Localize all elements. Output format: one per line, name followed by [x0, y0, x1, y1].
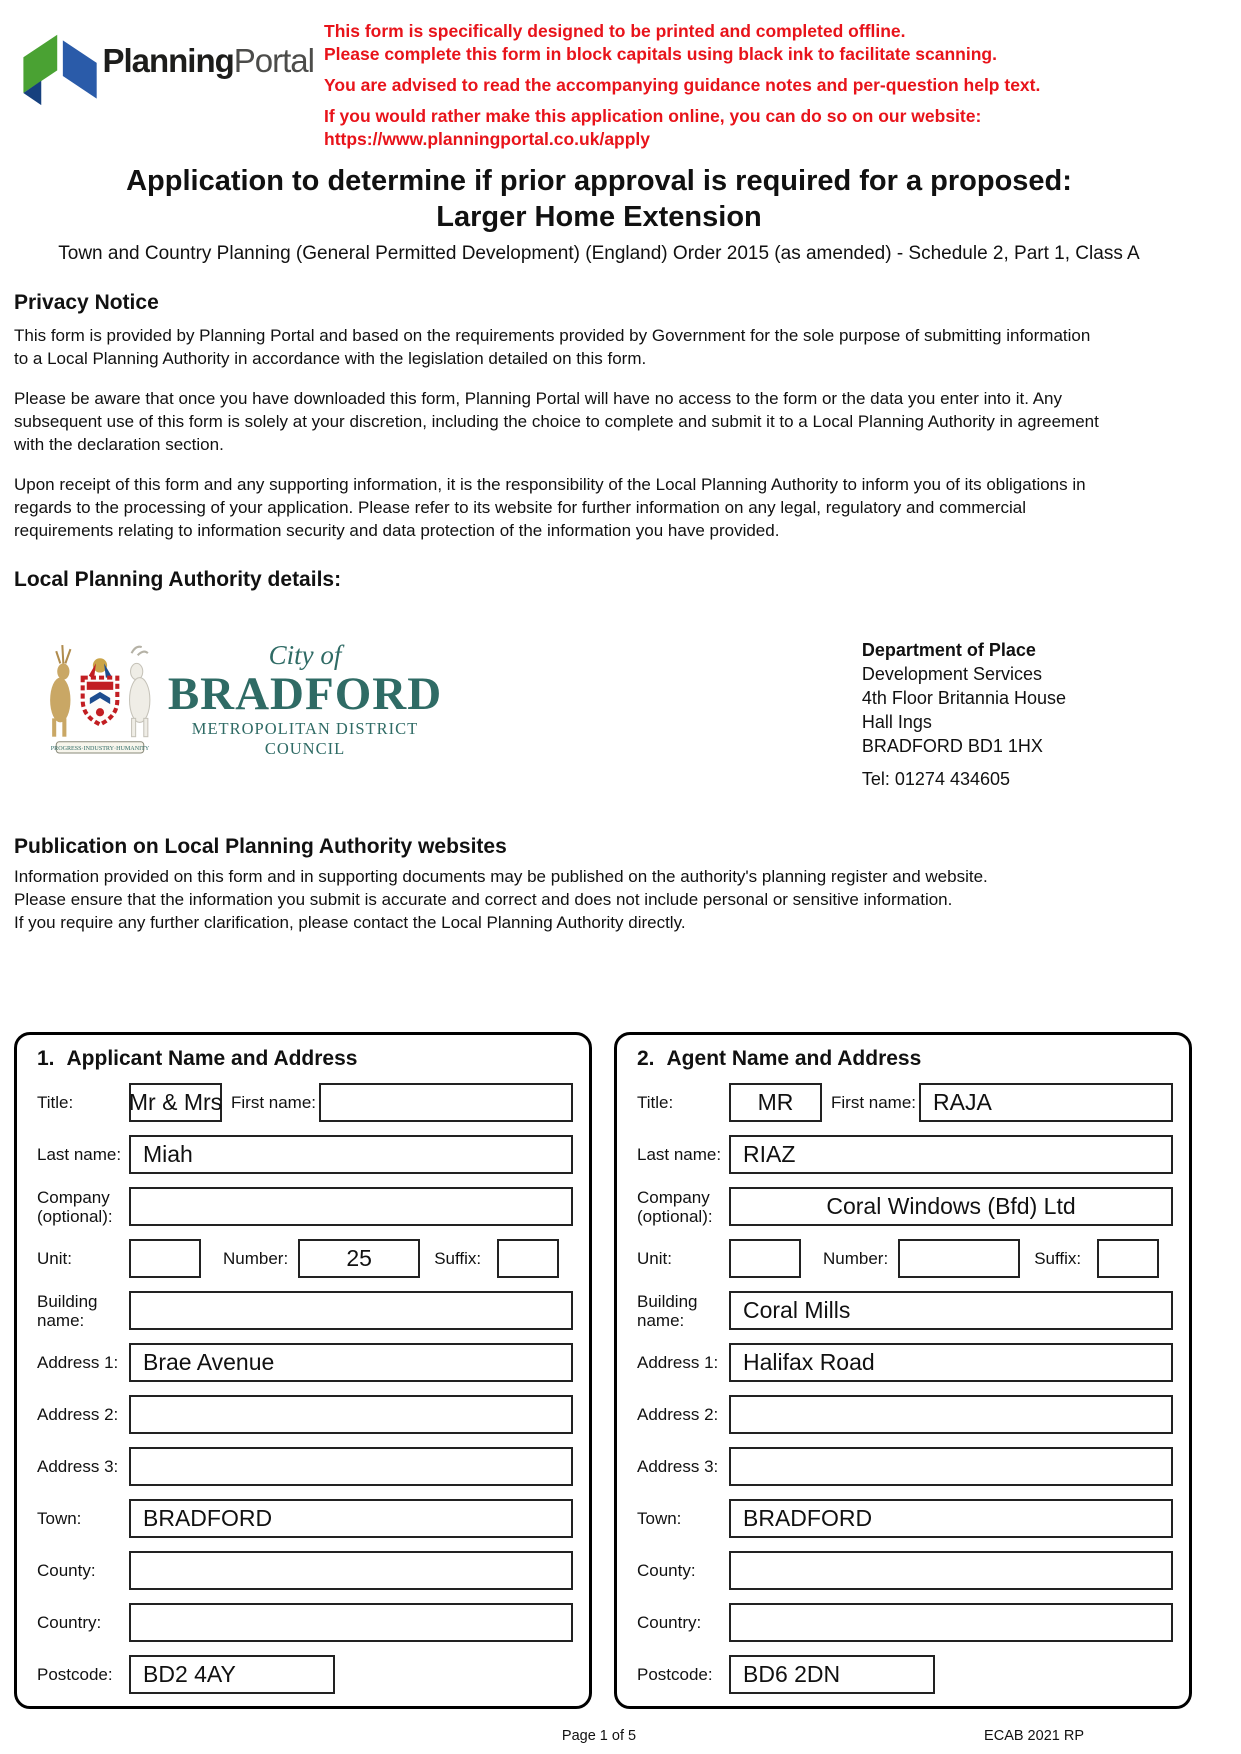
agent-address1-input[interactable]: Halifax Road [729, 1343, 1173, 1382]
agent-name-row [637, 1083, 1173, 1122]
applicant-country-input[interactable] [129, 1603, 573, 1642]
address3-label: Address 3: [37, 1457, 119, 1476]
applicant-town-input[interactable]: BRADFORD [129, 1499, 573, 1538]
applicant-section-title: Applicant Name and Address [66, 1047, 358, 1070]
agent-section [614, 1032, 1192, 1709]
brand-portal: Portal [233, 42, 314, 79]
number-label: Number: [223, 1249, 289, 1268]
applicant-unit-input[interactable] [129, 1239, 201, 1278]
applicant-address1-input[interactable]: Brae Avenue [129, 1343, 573, 1382]
page-number: Page 1 of 5 [561, 1728, 637, 1744]
applicant-address1-row [37, 1343, 573, 1382]
bradford-name: BRADFORD [167, 668, 443, 720]
notice-line-2: Please complete this form in block capitals using black ink to facilitate scanning. [324, 44, 997, 64]
unit-label: Unit: [37, 1249, 72, 1268]
agent-unit-input[interactable] [729, 1239, 801, 1278]
applicant-section-heading [37, 1047, 573, 1071]
postcode-label: Postcode: [637, 1665, 713, 1684]
applicant-first-name-input[interactable] [319, 1083, 573, 1122]
applicant-suffix-input[interactable] [497, 1239, 559, 1278]
agent-country-row [637, 1603, 1173, 1642]
agent-number-input[interactable] [898, 1239, 1020, 1278]
crest-motto: PROGRESS·INDUSTRY·HUMANITY [50, 745, 150, 752]
applicant-postcode-input[interactable]: BD2 4AY [129, 1655, 335, 1694]
applicant-last-name-row [37, 1135, 573, 1174]
agent-title-input[interactable]: MR [729, 1083, 822, 1122]
lpa-heading: Local Planning Authority details: [14, 568, 342, 591]
number-label: Number: [823, 1249, 889, 1268]
country-label: Country: [637, 1613, 702, 1632]
applicant-address2-input[interactable] [129, 1395, 573, 1434]
publication-heading: Publication on Local Planning Authority websites [14, 835, 507, 858]
applicant-postcode-row [37, 1655, 573, 1694]
company-label: Company (optional): [37, 1187, 113, 1226]
page-title-line2: Larger Home Extension [436, 201, 762, 233]
applicant-title-input[interactable]: Mr & Mrs [129, 1083, 222, 1122]
notice-line-3: You are advised to read the accompanying guidance notes and per-question help text. [324, 75, 1041, 95]
agent-postcode-row [637, 1655, 1173, 1694]
planning-portal-logo-icon [14, 12, 100, 110]
agent-town-row [637, 1499, 1173, 1538]
applicant-town-row [37, 1499, 573, 1538]
lpa-address-block [862, 636, 1066, 791]
form-reference: ECAB 2021 RP [984, 1728, 1084, 1744]
agent-building-input[interactable]: Coral Mills [729, 1291, 1173, 1330]
agent-county-row [637, 1551, 1173, 1590]
agent-address1-row [637, 1343, 1173, 1382]
agent-first-name-input[interactable]: RAJA [919, 1083, 1173, 1122]
suffix-label: Suffix: [434, 1249, 482, 1268]
applicant-building-row [37, 1291, 573, 1330]
lpa-address-line: Hall Ings [861, 712, 932, 732]
applicant-number-input[interactable]: 25 [298, 1239, 420, 1278]
agent-section-number: 2. [637, 1047, 655, 1070]
applicant-address3-input[interactable] [129, 1447, 573, 1486]
offline-notice-block [324, 12, 1040, 151]
lpa-telephone: Tel: 01274 434605 [861, 769, 1011, 789]
suffix-label: Suffix: [1034, 1249, 1082, 1268]
page-title-line1: Application to determine if prior approval is required for a proposed: [126, 165, 1072, 197]
county-label: County: [637, 1561, 696, 1580]
applicant-name-row [37, 1083, 573, 1122]
legislation-subtitle: Town and Country Planning (General Permitted Development) (England) Order 2015 (as amended) - Schedule 2, Part 1, Class A [58, 243, 1140, 264]
address3-label: Address 3: [637, 1457, 719, 1476]
country-label: Country: [37, 1613, 102, 1632]
first-name-label: First name: [831, 1093, 917, 1112]
bradford-crest-icon [44, 636, 156, 760]
agent-county-input[interactable] [729, 1551, 1173, 1590]
agent-company-input[interactable]: Coral Windows (Bfd) Ltd [729, 1187, 1173, 1226]
title-label: Title: [37, 1093, 74, 1112]
town-label: Town: [637, 1509, 682, 1528]
lpa-address-line: 4th Floor Britannia House [861, 688, 1066, 708]
postcode-label: Postcode: [37, 1665, 113, 1684]
header [14, 0, 1184, 151]
last-name-label: Last name: [37, 1145, 122, 1164]
address1-label: Address 1: [37, 1353, 119, 1372]
bradford-subtitle: METROPOLITAN DISTRICT COUNCIL [191, 719, 419, 758]
agent-town-input[interactable]: BRADFORD [729, 1499, 1173, 1538]
building-name-label: Building name: [37, 1291, 98, 1330]
address1-label: Address 1: [637, 1353, 719, 1372]
agent-suffix-input[interactable] [1097, 1239, 1159, 1278]
brand-planning: Planning [102, 42, 234, 79]
applicant-last-name-input[interactable]: Miah [129, 1135, 573, 1174]
brand-wordmark [102, 42, 314, 80]
applicant-company-input[interactable] [129, 1187, 573, 1226]
agent-address2-input[interactable] [729, 1395, 1173, 1434]
agent-last-name-row [637, 1135, 1173, 1174]
publication-line-3: If you require any further clarification, please contact the Local Planning Authority directly. [14, 913, 686, 932]
privacy-paragraph-2: Please be aware that once you have downloaded this form, Planning Portal will have no access to the form or the data you enter into it. Any subsequent use of this form is solely at your discretion, including the choice to complete and submit it to a Local Planning Authority in agreement with the declaration section. [14, 389, 1099, 454]
publication-line-1: Information provided on this form and in supporting documents may be published on the authority's planning register and website. [14, 867, 988, 886]
applicant-country-row [37, 1603, 573, 1642]
agent-last-name-input[interactable]: RIAZ [729, 1135, 1173, 1174]
lpa-address-line: BRADFORD BD1 1HX [861, 736, 1043, 756]
title-label: Title: [637, 1093, 674, 1112]
address2-label: Address 2: [637, 1405, 719, 1424]
applicant-company-row [37, 1187, 573, 1226]
lpa-department: Department of Place [861, 640, 1036, 660]
town-label: Town: [37, 1509, 82, 1528]
lpa-address-line: Development Services [861, 664, 1042, 684]
privacy-heading: Privacy Notice [14, 291, 159, 314]
agent-unit-row [637, 1239, 1173, 1278]
agent-address3-row [637, 1447, 1173, 1486]
agent-address3-input[interactable] [729, 1447, 1173, 1486]
agent-building-row [637, 1291, 1173, 1330]
first-name-label: First name: [231, 1093, 317, 1112]
lpa-details [14, 636, 1184, 791]
applicant-address3-row [37, 1447, 573, 1486]
applicant-unit-row [37, 1239, 573, 1278]
bradford-wordmark [162, 636, 448, 791]
applicant-section-number: 1. [37, 1047, 55, 1070]
applicant-section [14, 1032, 592, 1709]
privacy-paragraph-3: Upon receipt of this form and any supporting information, it is the responsibility of the Local Planning Authority to inform you of its obligations in regards to the processing of your application. Please refer to its website for further information on any legal, regulatory and commercial requirements relating to information security and data protection of the information you have provided. [14, 475, 1086, 540]
agent-section-heading [637, 1047, 1173, 1071]
notice-line-4: If you would rather make this application online, you can do so on our website: [324, 106, 982, 126]
county-label: County: [37, 1561, 96, 1580]
publication-text [14, 865, 1184, 934]
agent-company-row [637, 1187, 1173, 1226]
company-label: Company (optional): [637, 1187, 713, 1226]
notice-line-1: This form is specifically designed to be printed and completed offline. [324, 21, 906, 41]
privacy-paragraph-1: This form is provided by Planning Portal and based on the requirements provided by Government for the sole purpose of submitting information to a Local Planning Authority in accordance with the legislation detailed on this form. [14, 326, 1091, 368]
last-name-label: Last name: [637, 1145, 722, 1164]
planning-portal-logo [14, 12, 314, 110]
agent-address2-row [637, 1395, 1173, 1434]
applicant-building-input[interactable] [129, 1291, 573, 1330]
apply-online-link[interactable]: https://www.planningportal.co.uk/apply [324, 129, 651, 149]
address2-label: Address 2: [37, 1405, 119, 1424]
publication-line-2: Please ensure that the information you submit is accurate and correct and does not include personal or sensitive information. [14, 890, 953, 909]
agent-country-input[interactable] [729, 1603, 1173, 1642]
unit-label: Unit: [637, 1249, 672, 1268]
applicant-county-input[interactable] [129, 1551, 573, 1590]
agent-postcode-input[interactable]: BD6 2DN [729, 1655, 935, 1694]
building-name-label: Building name: [637, 1291, 698, 1330]
agent-section-title: Agent Name and Address [666, 1047, 922, 1070]
form-sections [14, 1032, 1192, 1709]
bradford-city-of: City of [268, 640, 342, 670]
applicant-address2-row [37, 1395, 573, 1434]
applicant-county-row [37, 1551, 573, 1590]
